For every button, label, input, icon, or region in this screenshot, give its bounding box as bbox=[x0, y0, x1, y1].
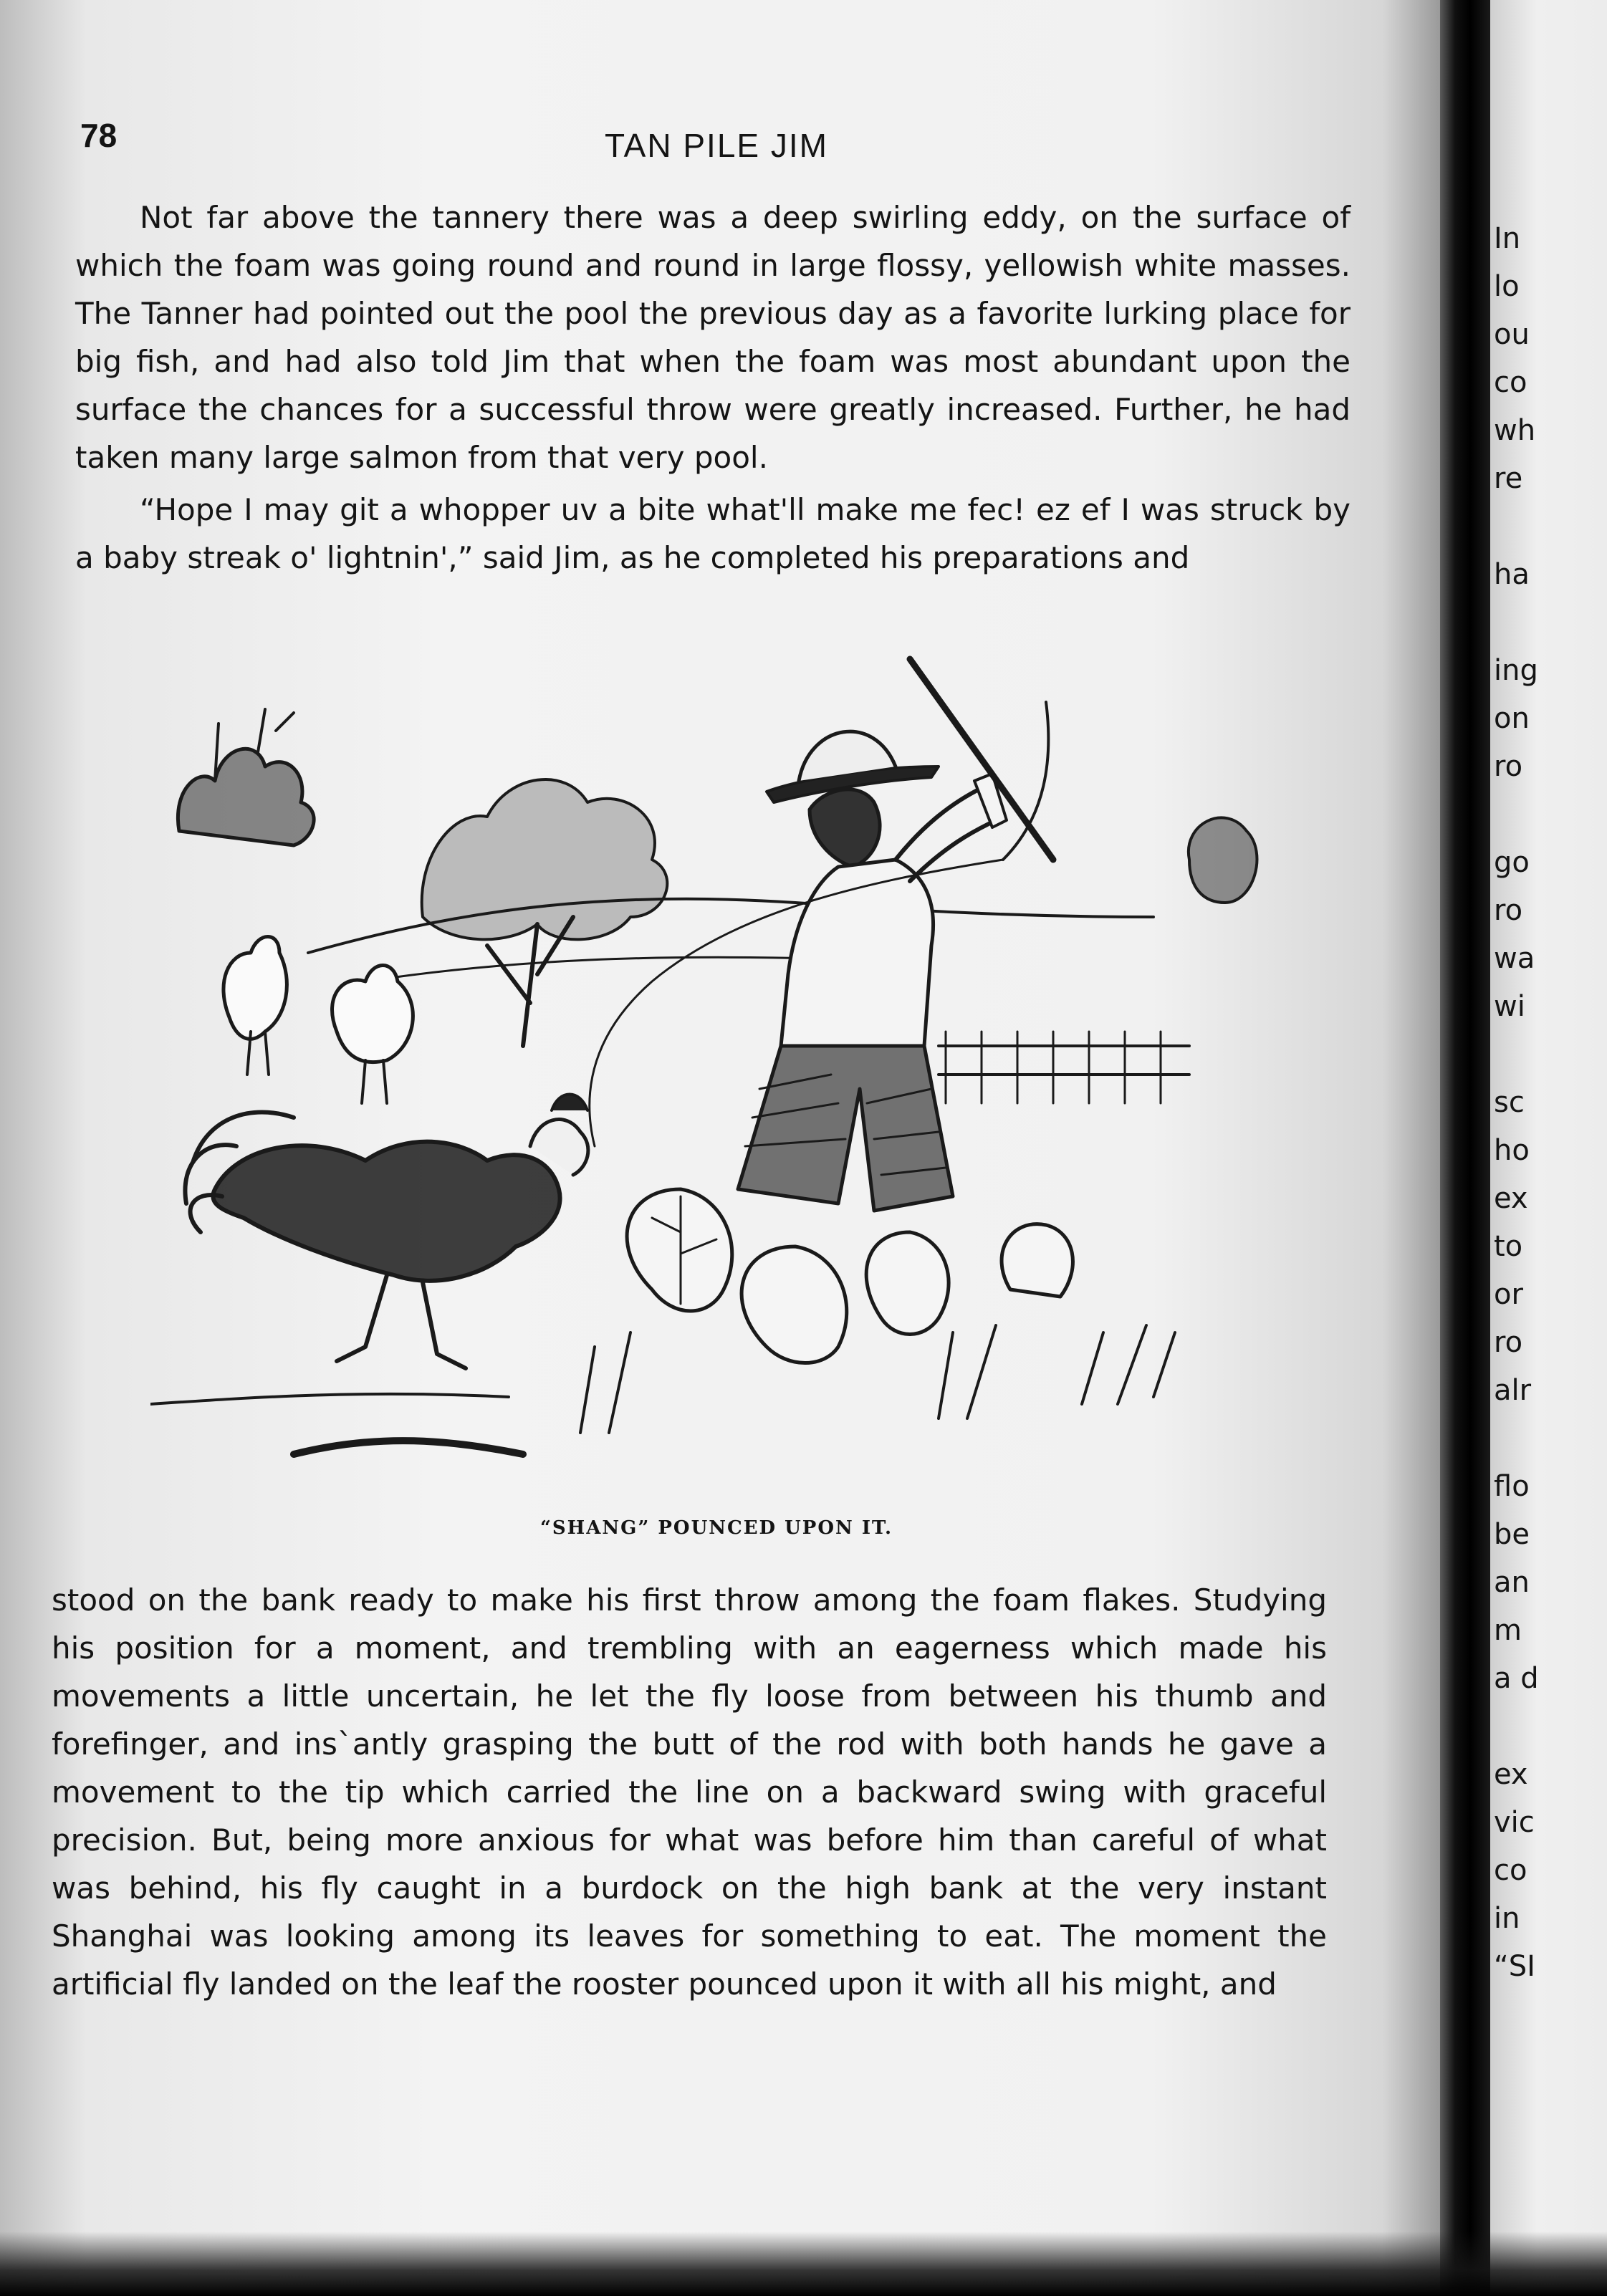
facing-page-fragment bbox=[1494, 791, 1539, 839]
facing-page-fragment: “SI bbox=[1494, 1950, 1535, 1983]
facing-page-fragment: co bbox=[1494, 1854, 1527, 1887]
facing-page-fragment bbox=[1494, 1415, 1539, 1463]
text-block-bottom bbox=[52, 1576, 1327, 2012]
facing-page-fragment bbox=[1494, 503, 1539, 551]
facing-page-fragment: ing bbox=[1494, 654, 1538, 687]
facing-page-fragment: wi bbox=[1494, 990, 1525, 1023]
paragraph: “Hope I may git a whopper uv a bite what'll make me fec! ez ef I was struck by a baby streak o' lightnin',” said Jim, as he completed his preparations and bbox=[75, 492, 1351, 575]
facing-page-fragment: ha bbox=[1494, 558, 1530, 591]
facing-page-fragment: an bbox=[1494, 1566, 1530, 1599]
facing-page-fragment: a d bbox=[1494, 1662, 1539, 1695]
facing-page-fragment bbox=[1494, 1703, 1539, 1751]
running-head: TAN PILE JIM bbox=[605, 127, 828, 164]
facing-page-fragment: m bbox=[1494, 1614, 1522, 1647]
facing-page-fragment: vic bbox=[1494, 1806, 1535, 1839]
facing-page-fragment: to bbox=[1494, 1230, 1523, 1263]
facing-page-fragment: ro bbox=[1494, 1326, 1523, 1359]
facing-page-fragment: ro bbox=[1494, 894, 1523, 927]
illustration-caption: “SHANG” POUNCED UPON IT. bbox=[539, 1517, 893, 1539]
paragraph: Not far above the tannery there was a deep swirling eddy, on the surface of which the foam was going round and round in large flossy, yellowish white masses. The Tanner had pointed out the pool the previous day as a favorite lurking place for big fish, and had also told Jim that when the foam was most abundant upon the surface the chances for a successful throw were greatly increased. Further, he had taken many large salmon from that very pool. bbox=[75, 200, 1351, 475]
facing-page-fragment: wh bbox=[1494, 414, 1536, 447]
facing-page-fragment: lo bbox=[1494, 270, 1520, 303]
page-number: 78 bbox=[80, 117, 117, 154]
paragraph: stood on the bank ready to make his first throw among the foam flakes. Studying his position for a moment, and trembling with an eagerness which made his movements a little uncertain, he let the fly loose from between his thumb and forefinger, and ins`antly grasping the butt of the rod with both hands he gave a movement to the tip which carried the line on a backward swing with graceful precision. But, being more anxious for what was before him than careful of what was behind, his fly caught in a burdock on the high bank at the very instant Shanghai was looking among its leaves for something to eat. The moment the artificial fly landed on the leaf the rooster pounced upon it with all his might, and bbox=[52, 1582, 1327, 2002]
facing-page-fragment: ho bbox=[1494, 1134, 1530, 1167]
facing-page-fragment bbox=[1494, 1031, 1539, 1079]
facing-page-fragment: in bbox=[1494, 1902, 1520, 1935]
facing-page-fragment: In bbox=[1494, 222, 1521, 255]
facing-page-fragment: ex bbox=[1494, 1758, 1528, 1791]
facing-page-fragment: go bbox=[1494, 846, 1530, 879]
text-block-top bbox=[75, 193, 1351, 586]
facing-page-fragment bbox=[1494, 599, 1539, 647]
scan-bottom-edge bbox=[0, 2232, 1607, 2296]
facing-page-fragment: flo bbox=[1494, 1470, 1530, 1503]
facing-page-fragment: co bbox=[1494, 366, 1527, 399]
facing-page-fragment: be bbox=[1494, 1518, 1530, 1551]
facing-page-fragment: on bbox=[1494, 702, 1530, 735]
book-gutter bbox=[1440, 0, 1490, 2296]
facing-page-fragment: wa bbox=[1494, 942, 1535, 975]
facing-page-fragment: sc bbox=[1494, 1086, 1525, 1119]
facing-page-fragment: or bbox=[1494, 1278, 1523, 1311]
facing-page-fragment: re bbox=[1494, 462, 1523, 495]
illustration-fisherman-rooster bbox=[150, 645, 1268, 1490]
facing-page-fragment: alr bbox=[1494, 1374, 1532, 1407]
facing-page bbox=[1490, 0, 1607, 2296]
facing-page-fragment: ro bbox=[1494, 750, 1523, 783]
facing-page-fragments bbox=[1494, 215, 1539, 1991]
facing-page-fragment: ou bbox=[1494, 318, 1530, 351]
facing-page-fragment: ex bbox=[1494, 1182, 1528, 1215]
